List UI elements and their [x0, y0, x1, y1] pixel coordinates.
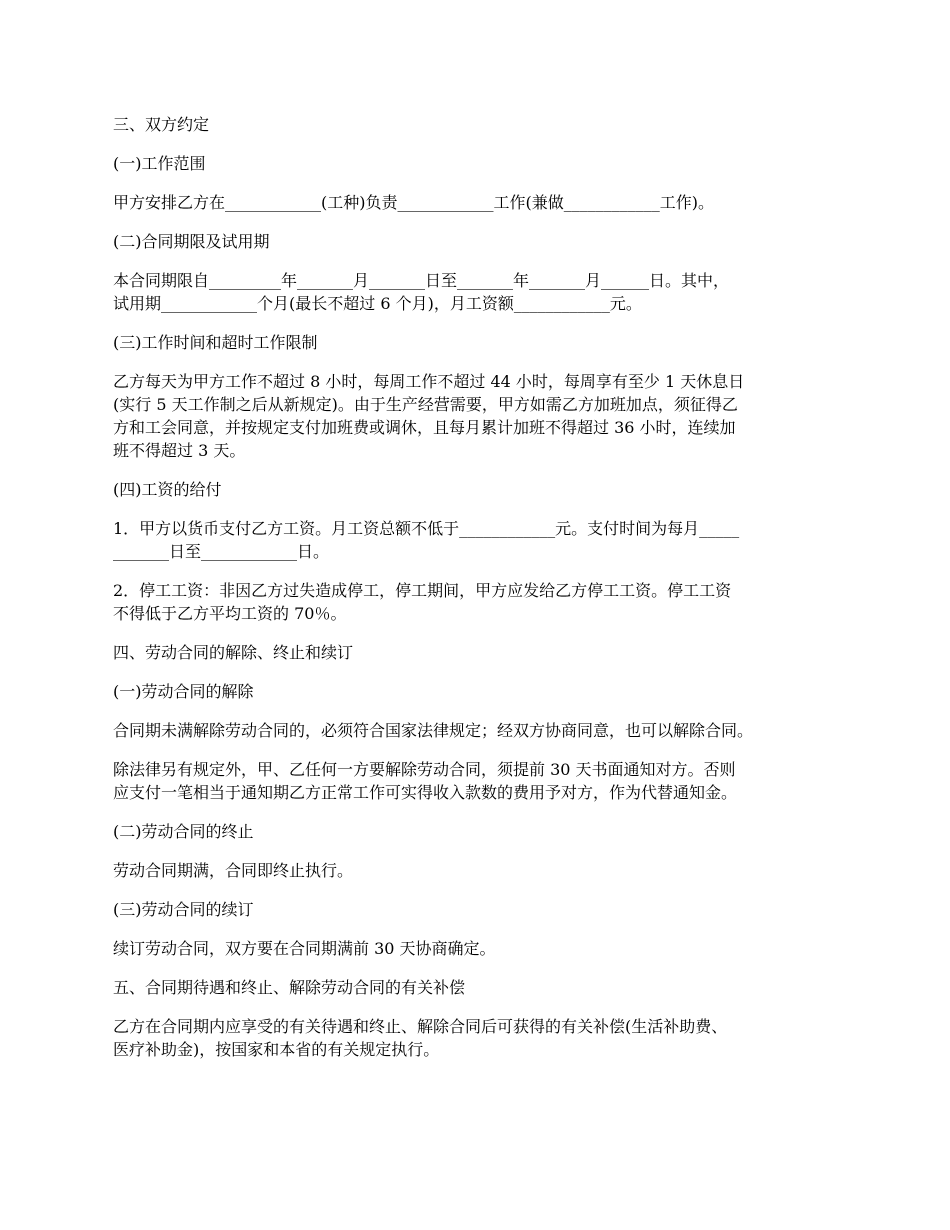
- subsection-heading-contract-termination: (二)劳动合同的终止: [113, 822, 254, 841]
- paragraph-work-scope: 甲方安排乙方在____________(工种)负责____________工作(兼做____________工作)。: [113, 193, 714, 212]
- paragraph-rescission-1: 合同期未满解除劳动合同的，必须符合国家法律规定；经双方协商同意，也可以解除合同。: [113, 721, 754, 740]
- section-heading-compensation: 五、合同期待遇和终止、解除劳动合同的有关补偿: [113, 978, 466, 997]
- document-body: [113, 113, 853, 1077]
- paragraph-compensation: 乙方在合同期内应享受的有关待遇和终止、解除合同后可获得的有关补偿(生活补助费、 医疗补助金)，按国家和本省的有关规定执行。: [113, 1017, 728, 1059]
- paragraph-wage-payment-1: 1．甲方以货币支付乙方工资。月工资总额不低于____________元。支付时间为每月_____ _______日至____________日。: [113, 519, 740, 561]
- paragraph-wage-payment-2: 2．停工工资：非因乙方过失造成停工，停工期间，甲方应发给乙方停工工资。停工工资 不得低于乙方平均工资的 70％。: [113, 581, 732, 623]
- paragraph-working-hours: 乙方每天为甲方工作不超过 8 小时，每周工作不超过 44 小时，每周享有至少 1 天休息日 (实行 5 天工作制之后从新规定)。由于生产经营需要，甲方如需乙方加班加点，须征得乙 方和工会同意，并按规定支付加班费或调休，且每月累计加班不得超过 36 小时，连续加 班不得超过 3 天。: [113, 372, 745, 460]
- subsection-heading-contract-renewal: (三)劳动合同的续订: [113, 900, 254, 919]
- subsection-heading-contract-rescission: (一)劳动合同的解除: [113, 682, 254, 701]
- subsection-heading-work-scope: (一)工作范围: [113, 154, 206, 173]
- paragraph-renewal: 续订劳动合同，双方要在合同期满前 30 天协商确定。: [113, 939, 496, 958]
- paragraph-contract-term: 本合同期限自_________年_______月_______日至_______年_______月______日。其中， 试用期____________个月(最长不超过 6 个月)，月工资额____________元。: [113, 271, 730, 313]
- paragraph-rescission-2: 除法律另有规定外，甲、乙任何一方要解除劳动合同，须提前 30 天书面通知对方。否则 应支付一笔相当于通知期乙方正常工作可实得收入款数的费用予对方，作为代替通知金。: [113, 760, 738, 802]
- section-heading-termination-renewal: 四、劳动合同的解除、终止和续订: [113, 643, 354, 662]
- subsection-heading-wage-payment: (四)工资的给付: [113, 480, 222, 499]
- subsection-heading-working-hours: (三)工作时间和超时工作限制: [113, 333, 318, 352]
- subsection-heading-contract-term: (二)合同期限及试用期: [113, 232, 270, 251]
- paragraph-termination: 劳动合同期满，合同即终止执行。: [113, 861, 354, 880]
- section-heading-mutual-agreement: 三、双方约定: [113, 115, 210, 134]
